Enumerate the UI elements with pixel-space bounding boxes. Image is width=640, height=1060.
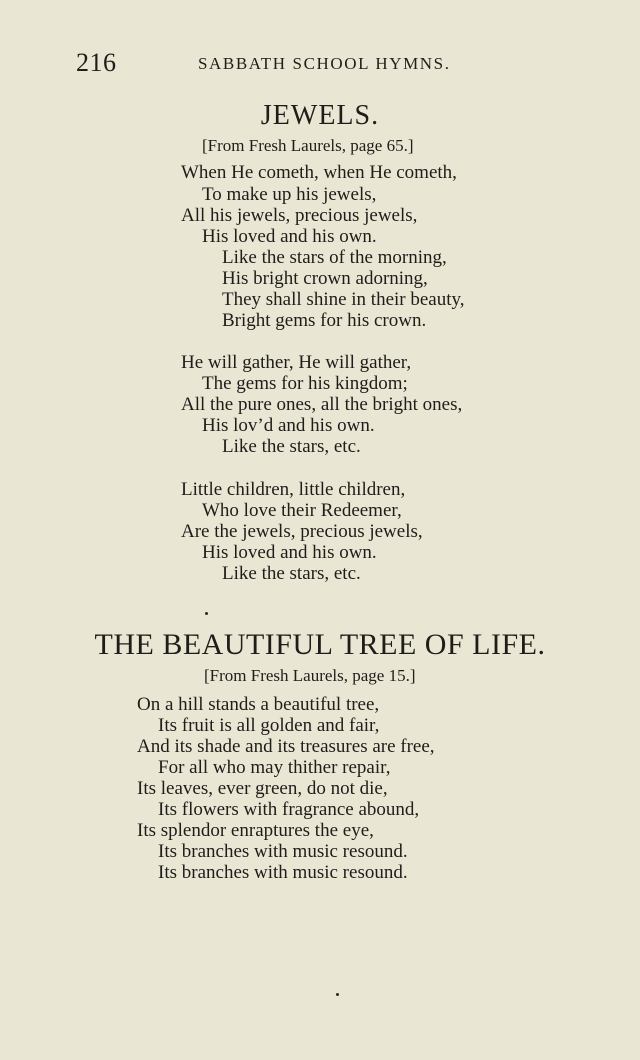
verse-line: Are the jewels, precious jewels,	[181, 521, 423, 542]
verse-line: His bright crown adorning,	[222, 268, 428, 289]
verse-line: Its fruit is all golden and fair,	[158, 715, 380, 736]
verse-line: Its leaves, ever green, do not die,	[137, 778, 388, 799]
running-head: SABBATH SCHOOL HYMNS.	[198, 54, 451, 73]
verse-line: Like the stars, etc.	[222, 563, 361, 584]
verse-line: Like the stars, etc.	[222, 436, 361, 457]
verse-line: His loved and his own.	[202, 226, 377, 247]
verse-line: All the pure ones, all the bright ones,	[181, 394, 463, 415]
page-number: 216	[76, 48, 117, 77]
verse-line: His loved and his own.	[202, 542, 377, 563]
verse-line: Who love their Redeemer,	[202, 500, 402, 521]
verse-line: He will gather, He will gather,	[181, 352, 412, 373]
verse-line: Like the stars of the morning,	[222, 247, 447, 268]
verse-line: Its flowers with fragrance abound,	[158, 799, 420, 820]
ink-speck	[336, 993, 339, 996]
verse-line: To make up his jewels,	[202, 184, 377, 205]
verse-line: Little children, little children,	[181, 479, 406, 500]
verse-line: For all who may thither repair,	[158, 757, 391, 778]
verse-line: All his jewels, precious jewels,	[181, 205, 418, 226]
hymn-source: [From Fresh Laurels, page 15.]	[204, 666, 416, 685]
hymn-title: THE BEAUTIFUL TREE OF LIFE.	[94, 628, 546, 661]
verse-line: They shall shine in their beauty,	[222, 289, 465, 310]
verse-line: Its branches with music resound.	[158, 862, 408, 883]
hymn-title: JEWELS.	[260, 100, 380, 131]
page-header	[70, 48, 570, 78]
hymn-source: [From Fresh Laurels, page 65.]	[202, 136, 414, 155]
verse-line: The gems for his kingdom;	[202, 373, 408, 394]
verse-line: Bright gems for his crown.	[222, 310, 427, 331]
verse-line: His lov’d and his own.	[202, 415, 375, 436]
verse-line: When He cometh, when He cometh,	[181, 162, 457, 183]
verse-line: Its branches with music resound.	[158, 841, 408, 862]
verse-line: And its shade and its treasures are free,	[137, 736, 435, 757]
ink-speck	[205, 612, 208, 615]
verse-line: On a hill stands a beautiful tree,	[137, 694, 380, 715]
verse-line: Its splendor enraptures the eye,	[137, 820, 374, 841]
